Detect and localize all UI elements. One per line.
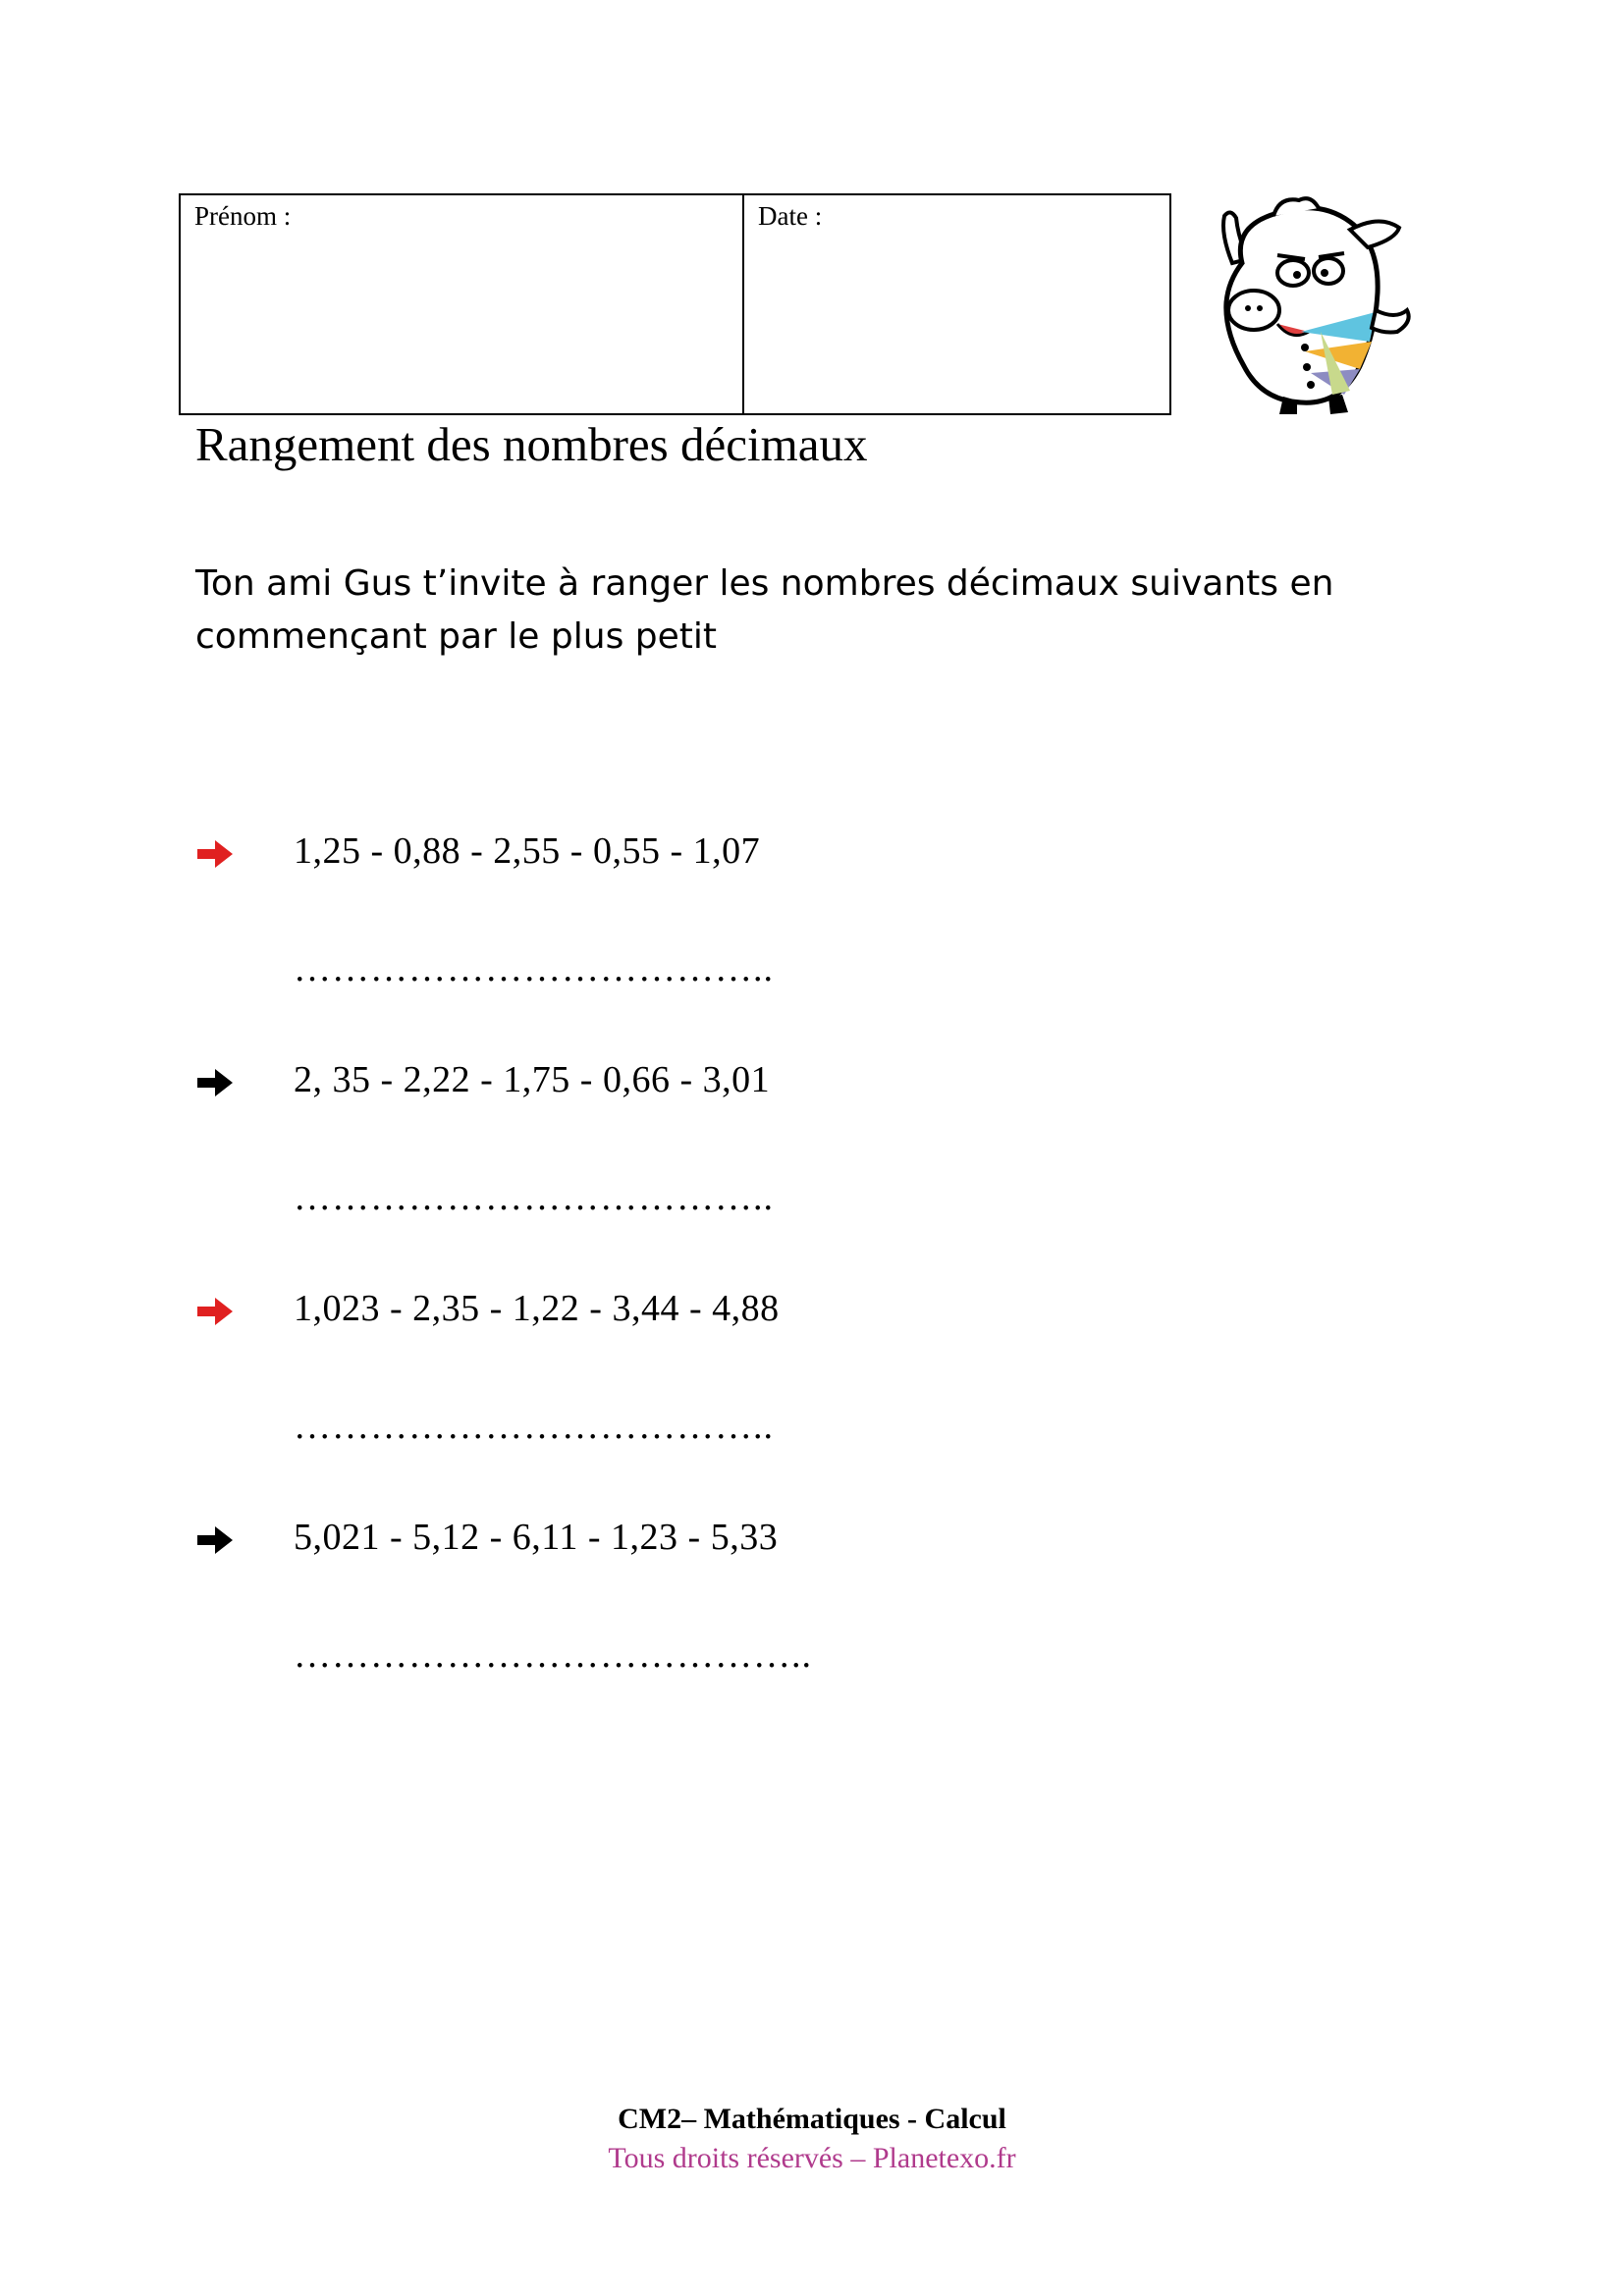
arrow-right-icon <box>195 837 235 871</box>
arrow-right-icon <box>195 1523 235 1557</box>
instruction-text: Ton ami Gus t’invite à ranger les nombres décimaux suivants en commençant par le plus petit <box>195 563 1334 657</box>
arrow-right-icon <box>195 1066 235 1099</box>
footer-course: CM2– Mathématiques - Calcul <box>618 2103 1006 2135</box>
footer-copyright: Tous droits réservés – Planetexo.fr <box>608 2142 1016 2174</box>
answer-line[interactable]: ……………………………….. <box>294 948 774 989</box>
prenom-field[interactable] <box>181 195 744 413</box>
answer-line[interactable]: ……………………………….. <box>294 1177 774 1218</box>
arrow-right-icon <box>195 1295 235 1328</box>
prenom-label: Prénom : <box>194 201 292 231</box>
exercise-4 <box>195 1516 1275 1565</box>
page-title: Rangement des nombres décimaux <box>195 417 868 471</box>
exercise-numbers: 2, 35 - 2,22 - 1,75 - 0,66 - 3,01 <box>294 1059 771 1100</box>
exercise-2 <box>195 1058 1275 1107</box>
student-info-box <box>179 193 1171 415</box>
exercise-numbers: 5,021 - 5,12 - 6,11 - 1,23 - 5,33 <box>294 1517 779 1558</box>
exercise-numbers: 1,25 - 0,88 - 2,55 - 0,55 - 1,07 <box>294 830 761 872</box>
exercise-3 <box>195 1287 1275 1336</box>
date-label: Date : <box>758 201 823 231</box>
sheep-mascot-icon <box>1203 194 1417 415</box>
date-field[interactable] <box>744 195 1169 413</box>
exercise-1 <box>195 829 1275 879</box>
answer-line[interactable]: ……………………………….. <box>294 1406 774 1447</box>
answer-line[interactable]: ………………………………….. <box>294 1634 812 1676</box>
exercise-numbers: 1,023 - 2,35 - 1,22 - 3,44 - 4,88 <box>294 1288 780 1329</box>
